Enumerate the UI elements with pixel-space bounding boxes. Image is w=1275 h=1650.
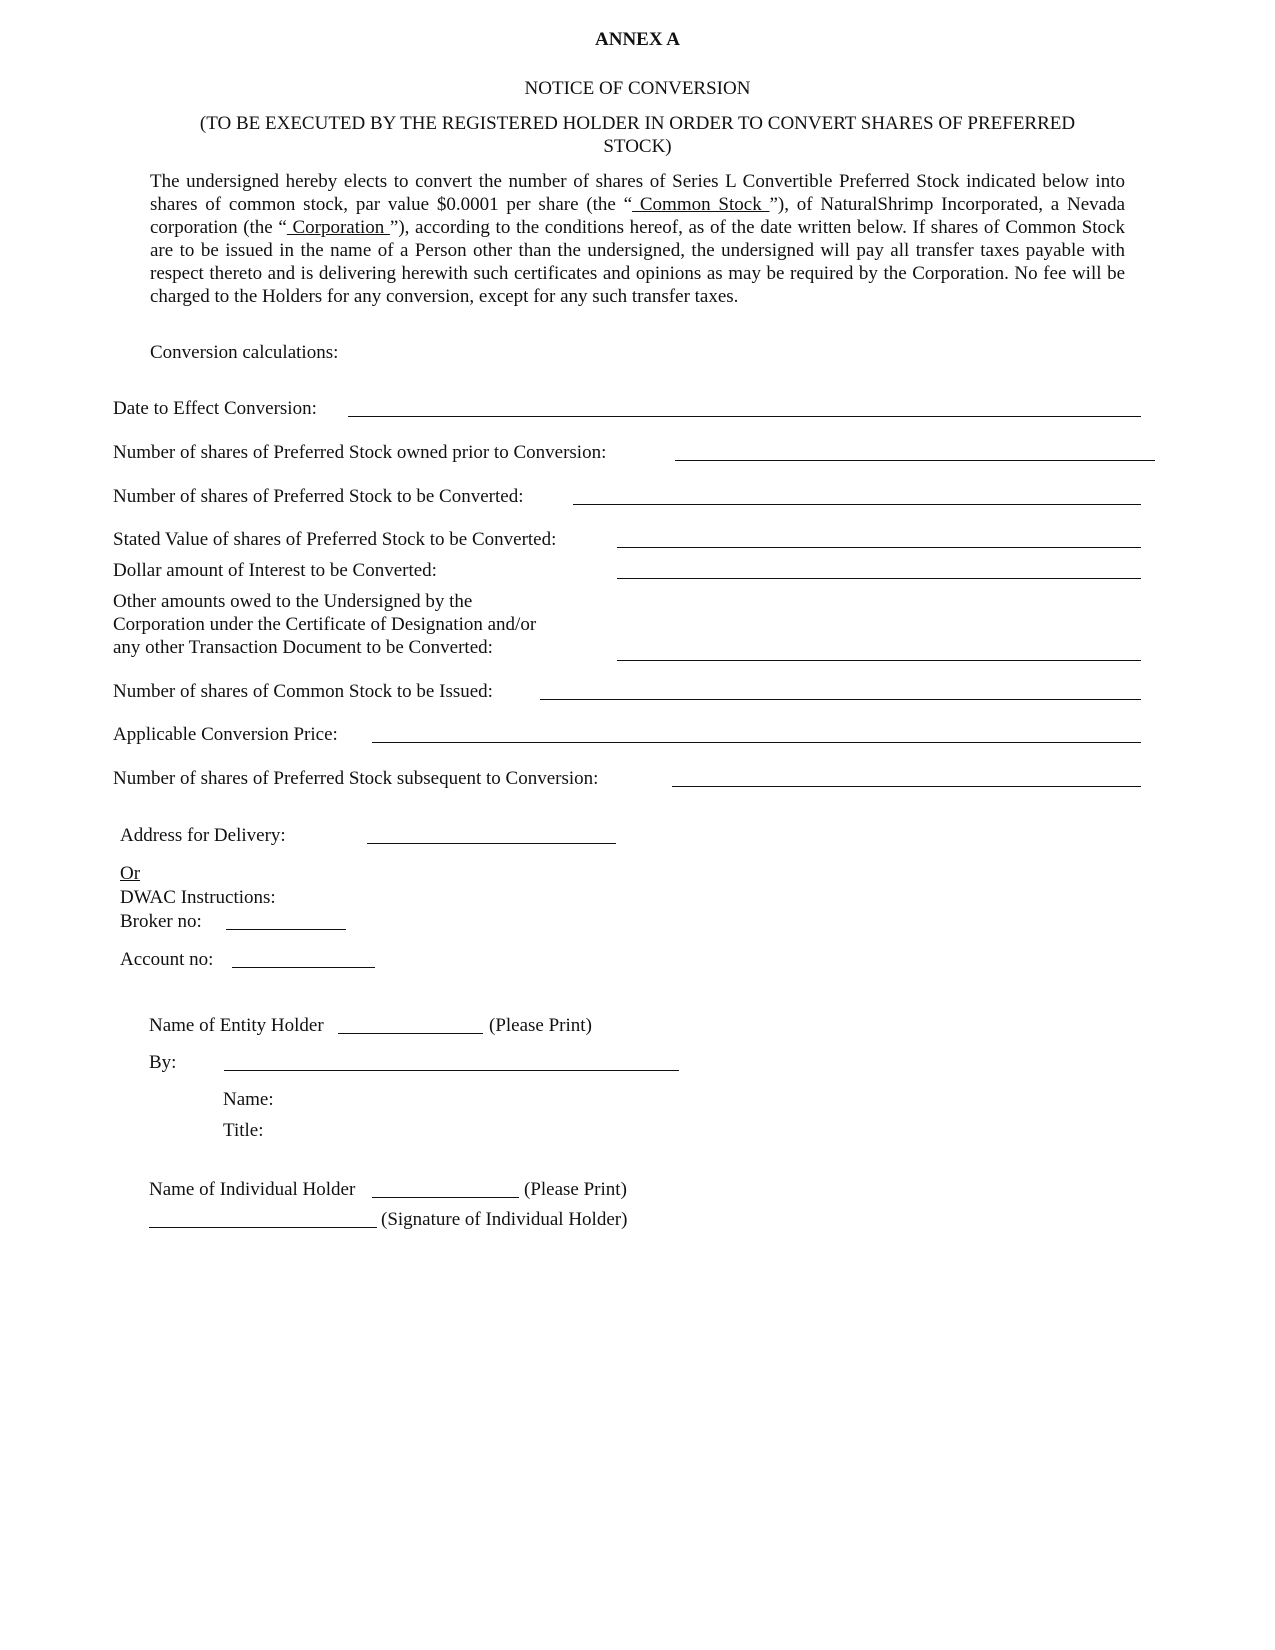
by-signature-field[interactable]: [224, 1070, 679, 1071]
interest-label: Dollar amount of Interest to be Converted:: [113, 560, 437, 581]
common-issued-field[interactable]: [540, 699, 1141, 700]
or-label: Or: [120, 863, 141, 884]
subsequent-label: Number of shares of Preferred Stock subsequent to Conversion:: [113, 768, 599, 789]
annex-heading: ANNEX A: [595, 29, 680, 50]
interest-field[interactable]: [617, 578, 1141, 579]
other-amounts-field[interactable]: [617, 660, 1141, 661]
account-label: Account no:: [120, 949, 214, 970]
common-issued-label: Number of shares of Common Stock to be Issued:: [113, 681, 493, 702]
owned-prior-field[interactable]: [675, 460, 1155, 461]
please-print-note: (Please Print): [489, 1015, 592, 1036]
individual-holder-field[interactable]: [372, 1197, 519, 1198]
conversion-calculations-label: Conversion calculations:: [150, 342, 339, 363]
date-label: Date to Effect Conversion:: [113, 398, 317, 419]
paragraph-text: ”), of NaturalShrimp Incorporated, a Nevada corporation (the “: [150, 194, 1126, 238]
to-convert-label: Number of shares of Preferred Stock to be Converted:: [113, 486, 524, 507]
entity-holder-field[interactable]: [338, 1033, 483, 1034]
document-title: NOTICE OF CONVERSION: [524, 78, 751, 99]
subsequent-field[interactable]: [672, 786, 1141, 787]
paragraph-text: The undersigned hereby elects to convert the number of shares of Series L Convertible Preferred Stock indicated below into shares of common stock, par value $0.0001 per share (the “: [150, 171, 1125, 215]
owned-prior-label: Number of shares of Preferred Stock owned prior to Conversion:: [113, 442, 607, 463]
individual-signature-label: (Signature of Individual Holder): [381, 1209, 628, 1230]
title-label: Title:: [223, 1120, 264, 1141]
date-field[interactable]: [348, 416, 1141, 417]
broker-field[interactable]: [226, 929, 346, 930]
address-field[interactable]: [367, 843, 616, 844]
address-label: Address for Delivery:: [120, 825, 286, 846]
subtitle-line-1: (TO BE EXECUTED BY THE REGISTERED HOLDER IN ORDER TO CONVERT SHARES OF PREFERRED: [199, 113, 1076, 134]
by-label: By:: [149, 1052, 177, 1073]
stated-value-field[interactable]: [617, 547, 1141, 548]
defined-term-corporation: Corporation: [286, 217, 390, 238]
defined-term-common-stock: Common Stock: [632, 194, 770, 215]
individual-holder-label: Name of Individual Holder: [149, 1179, 356, 1200]
individual-signature-field[interactable]: [149, 1227, 377, 1228]
subtitle-line-2: STOCK): [603, 136, 672, 157]
please-print-note-2: (Please Print): [524, 1179, 627, 1200]
conversion-paragraph: [150, 170, 1125, 308]
other-amounts-label-2: Corporation under the Certificate of Designation and/or: [113, 614, 537, 635]
broker-label: Broker no:: [120, 911, 202, 932]
to-convert-field[interactable]: [573, 504, 1141, 505]
dwac-label: DWAC Instructions:: [120, 887, 276, 908]
price-field[interactable]: [372, 742, 1141, 743]
entity-holder-label: Name of Entity Holder: [149, 1015, 324, 1036]
other-amounts-label-1: Other amounts owed to the Undersigned by the: [113, 591, 473, 612]
price-label: Applicable Conversion Price:: [113, 724, 338, 745]
name-label: Name:: [223, 1089, 274, 1110]
other-amounts-label-3: any other Transaction Document to be Converted:: [113, 637, 493, 658]
stated-value-label: Stated Value of shares of Preferred Stock to be Converted:: [113, 529, 557, 550]
account-field[interactable]: [232, 967, 375, 968]
paragraph-text: ”), according to the conditions hereof, as of the date written below. If shares of Common Stock are to be issued in the name of a Person other than the undersigned, the undersigned will pay all transfer taxes payable with respect thereto and is delivering herewith such certificates and opinions as may be required by the Corporation. No fee will be charged to the Holders for any conversion, except for any such transfer taxes.: [150, 217, 1125, 307]
